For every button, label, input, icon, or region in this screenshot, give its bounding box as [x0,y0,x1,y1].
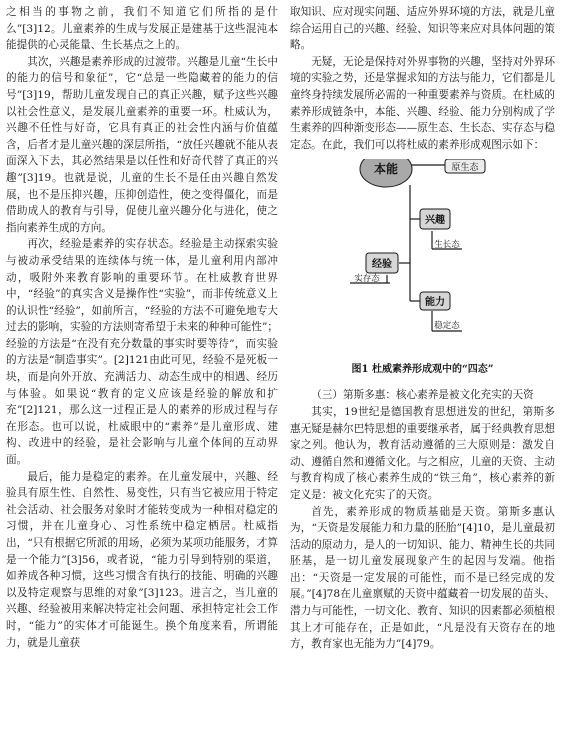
concept-diagram [290,159,555,359]
instinct-label: 本能 [373,162,399,177]
paragraph: 首先，素养形成的物质基础是天资。第斯多惠认为，“天资是发展能力和力量的胚胎”[4]10，是儿童最初活动的原动力，是人的一切知识、能力、精神生长的共同胚基，是一切儿童发展现象产生的起因与发端。他指出：“天资是一定发展的可能性，而不是已经完成的发展。”[4]78在儿童禀赋的天资中蕴藏着一切发展的苗头、潜力与可能性，一切文化、教育、知识的因素都必须植根其上才可能存在，正是如此，“凡是没有天资存在的地方，教育家也无能为力”[4]79。 [290,505,555,651]
original-state-label: 原生态 [451,163,479,174]
figure-caption: 图1 杜威素养形成观中的“四态” [351,364,494,376]
ability-label: 能力 [425,297,445,309]
paragraph: 再次，经验是素养的实存状态。经验是主动探索实验与被动承受结果的连续体与统一体，是儿童利用内部冲动，吸附外来教育影响的重要环节。在杜威教育世界中，“经验”的真实含义是操作性“实验”，而非传统意义上的认识性“经验”，如前所言，“经验的方法不可避免地专大过去的影响，实验的方法则寄希望于未来的种种可能性”；经验的方法是“在没有充分数量的事实时要等待”，而实验的方法是“制造事实”。[2]121由此可见，经验不是死板一块，而是向外开放、充满活力、动态生成中的相遇、经历与体验。如果说“教育的定义应该是经验的解放和扩充”[2]121，那么这一过程正是人的素养的形成过程与存在形态。也可以说，杜威眼中的“素养”是儿童形成、建构、改进中的经验，是社会影响与儿童个体间的互动界面。 [6,238,278,467]
section-heading: （三）第斯多惠：核心素养是被文化充实的天资 [311,389,534,402]
growth-state-label: 生长态 [434,240,460,251]
stable-state-label: 稳定态 [434,321,460,332]
existence-state-label: 实存态 [354,274,380,285]
experience-label: 经验 [372,259,392,271]
interest-label: 兴趣 [425,215,445,227]
paragraph: 无疑，无论是保持对外界事物的兴趣，坚持对外界环境的实验之势，还是掌握求知的方法与能力，它们都是儿童终身持续发展所必需的一种重要素养与资质。在杜威的素养形成链条中，本能、兴趣、经验、能力分别构成了学生素养的四种渐变形态——原生态、生长态、实存态与稳定态。在此，我们可以将杜威的素养形成观图示如下： [290,55,555,151]
paragraph: 其实，19世纪是德国教育思想迸发的世纪，第斯多惠无疑是赫尔巴特思想的重要继承者，属于经典教育思想家之列。他认为，教育活动遵循的三大原则是：激发自动、遵循自然和遵循文化。与之相应，儿童的天资、主动与教育构成了核心素养生成的“铁三角”，核心素养的新定义是：被文化充实了的天资。 [290,405,555,501]
paragraph: 之相当的事物之前，我们不知道它们所指的是什么”[3]12。儿童素养的生成与发展正是建基于这些混沌本能提供的心灵能量、生长基点之上的。 [6,6,278,52]
paragraph: 取知识、应对现实问题、适应外界环境的方法，就是儿童综合运用自己的兴趣、经验、知识等来应对具体问题的策略。 [290,6,555,52]
figure-four-states [290,159,555,359]
paragraph: 最后，能力是稳定的素养。在儿童发展中，兴趣、经验具有原生性、自然性、易变性，只有当它被应用于特定社会活动、社会服务对象时才能转变成为一种相对稳定的习惯，并在儿童身心、习性系统中稳定栖居。杜威指出，“只有根据它所派的用场，必须为某项功能服务，才算是一个能力”[3]56，或者说，“能力引导到特别的渠道，如养成各种习惯，这些习惯含有执行的技能、明确的兴趣以及特定观察与思维的对象”[3]123。进言之，当儿童的兴趣、经验被用来解决特定社会问题、承担特定社会工作时，“能力”的实体才可能诞生。换个角度来看，所谓能力，就是儿童获 [6,470,278,649]
right-column [290,4,555,653]
paragraph: 其次，兴趣是素养形成的过渡带。兴趣是儿童“生长中的能力的信号和象征”，它“总是一些隐藏着的能力的信号”[3]19，帮助儿童发现自己的真正兴趣，赋予这些兴趣以社会性意义，是发展儿童素养的重要一环。杜威认为，兴趣不任性与好奇，它具有真正的社会性内涵与价值蕴含，后者才是儿童兴趣的深层所指，“放任兴趣就不能从表面深入下去，其必然结果是以任性和好奇代替了真正的兴趣”[3]19。也就是说，儿童的生长不是任由兴趣自然发展，也不是压抑兴趣，压抑创造性，使之变得僵化，而是借助成人的教育与引导，促使儿童兴趣分化与进化，使之指向素养生成的方向。 [6,55,278,234]
left-column [6,4,278,651]
